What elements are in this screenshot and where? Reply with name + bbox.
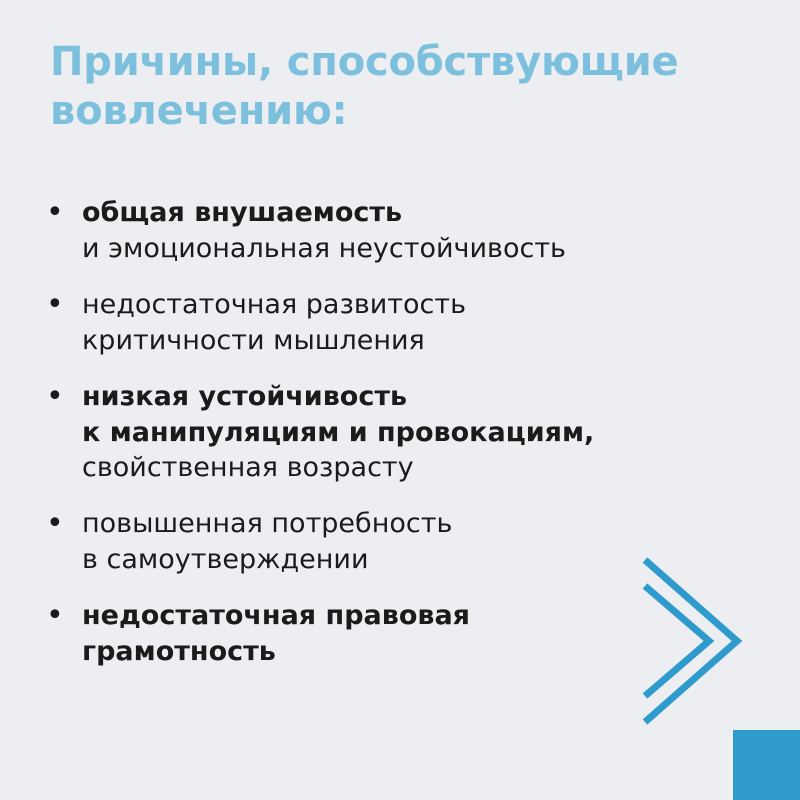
list-item — [40, 195, 700, 267]
list-item-line: • повышенная потребность — [82, 508, 453, 540]
list-item-line: • недостаточная развитость — [82, 288, 467, 320]
list-item — [40, 598, 700, 670]
list-item-line: критичности мышления — [82, 324, 425, 356]
page-title: Причины, способствующие вовлечению: — [50, 39, 679, 134]
list-item-line: • низкая устойчивость — [82, 380, 408, 412]
list-item-line: свойственная возрасту — [82, 452, 414, 484]
list-item-line: • общая внушаемость — [82, 197, 403, 228]
corner-square-decoration — [733, 730, 800, 800]
bullet-list — [40, 195, 700, 690]
list-item-line: в самоутверждении — [82, 544, 369, 576]
list-item-line: и эмоциональная неустойчивость — [82, 232, 566, 264]
list-item-line: • недостаточная правовая — [82, 600, 471, 632]
list-item — [40, 379, 700, 487]
list-item-line: грамотность — [82, 636, 276, 668]
chevron-right-icon — [637, 552, 747, 730]
list-item-line: к манипуляциям и провокациям, — [82, 416, 595, 448]
list-item — [40, 287, 700, 359]
list-item — [40, 506, 700, 578]
